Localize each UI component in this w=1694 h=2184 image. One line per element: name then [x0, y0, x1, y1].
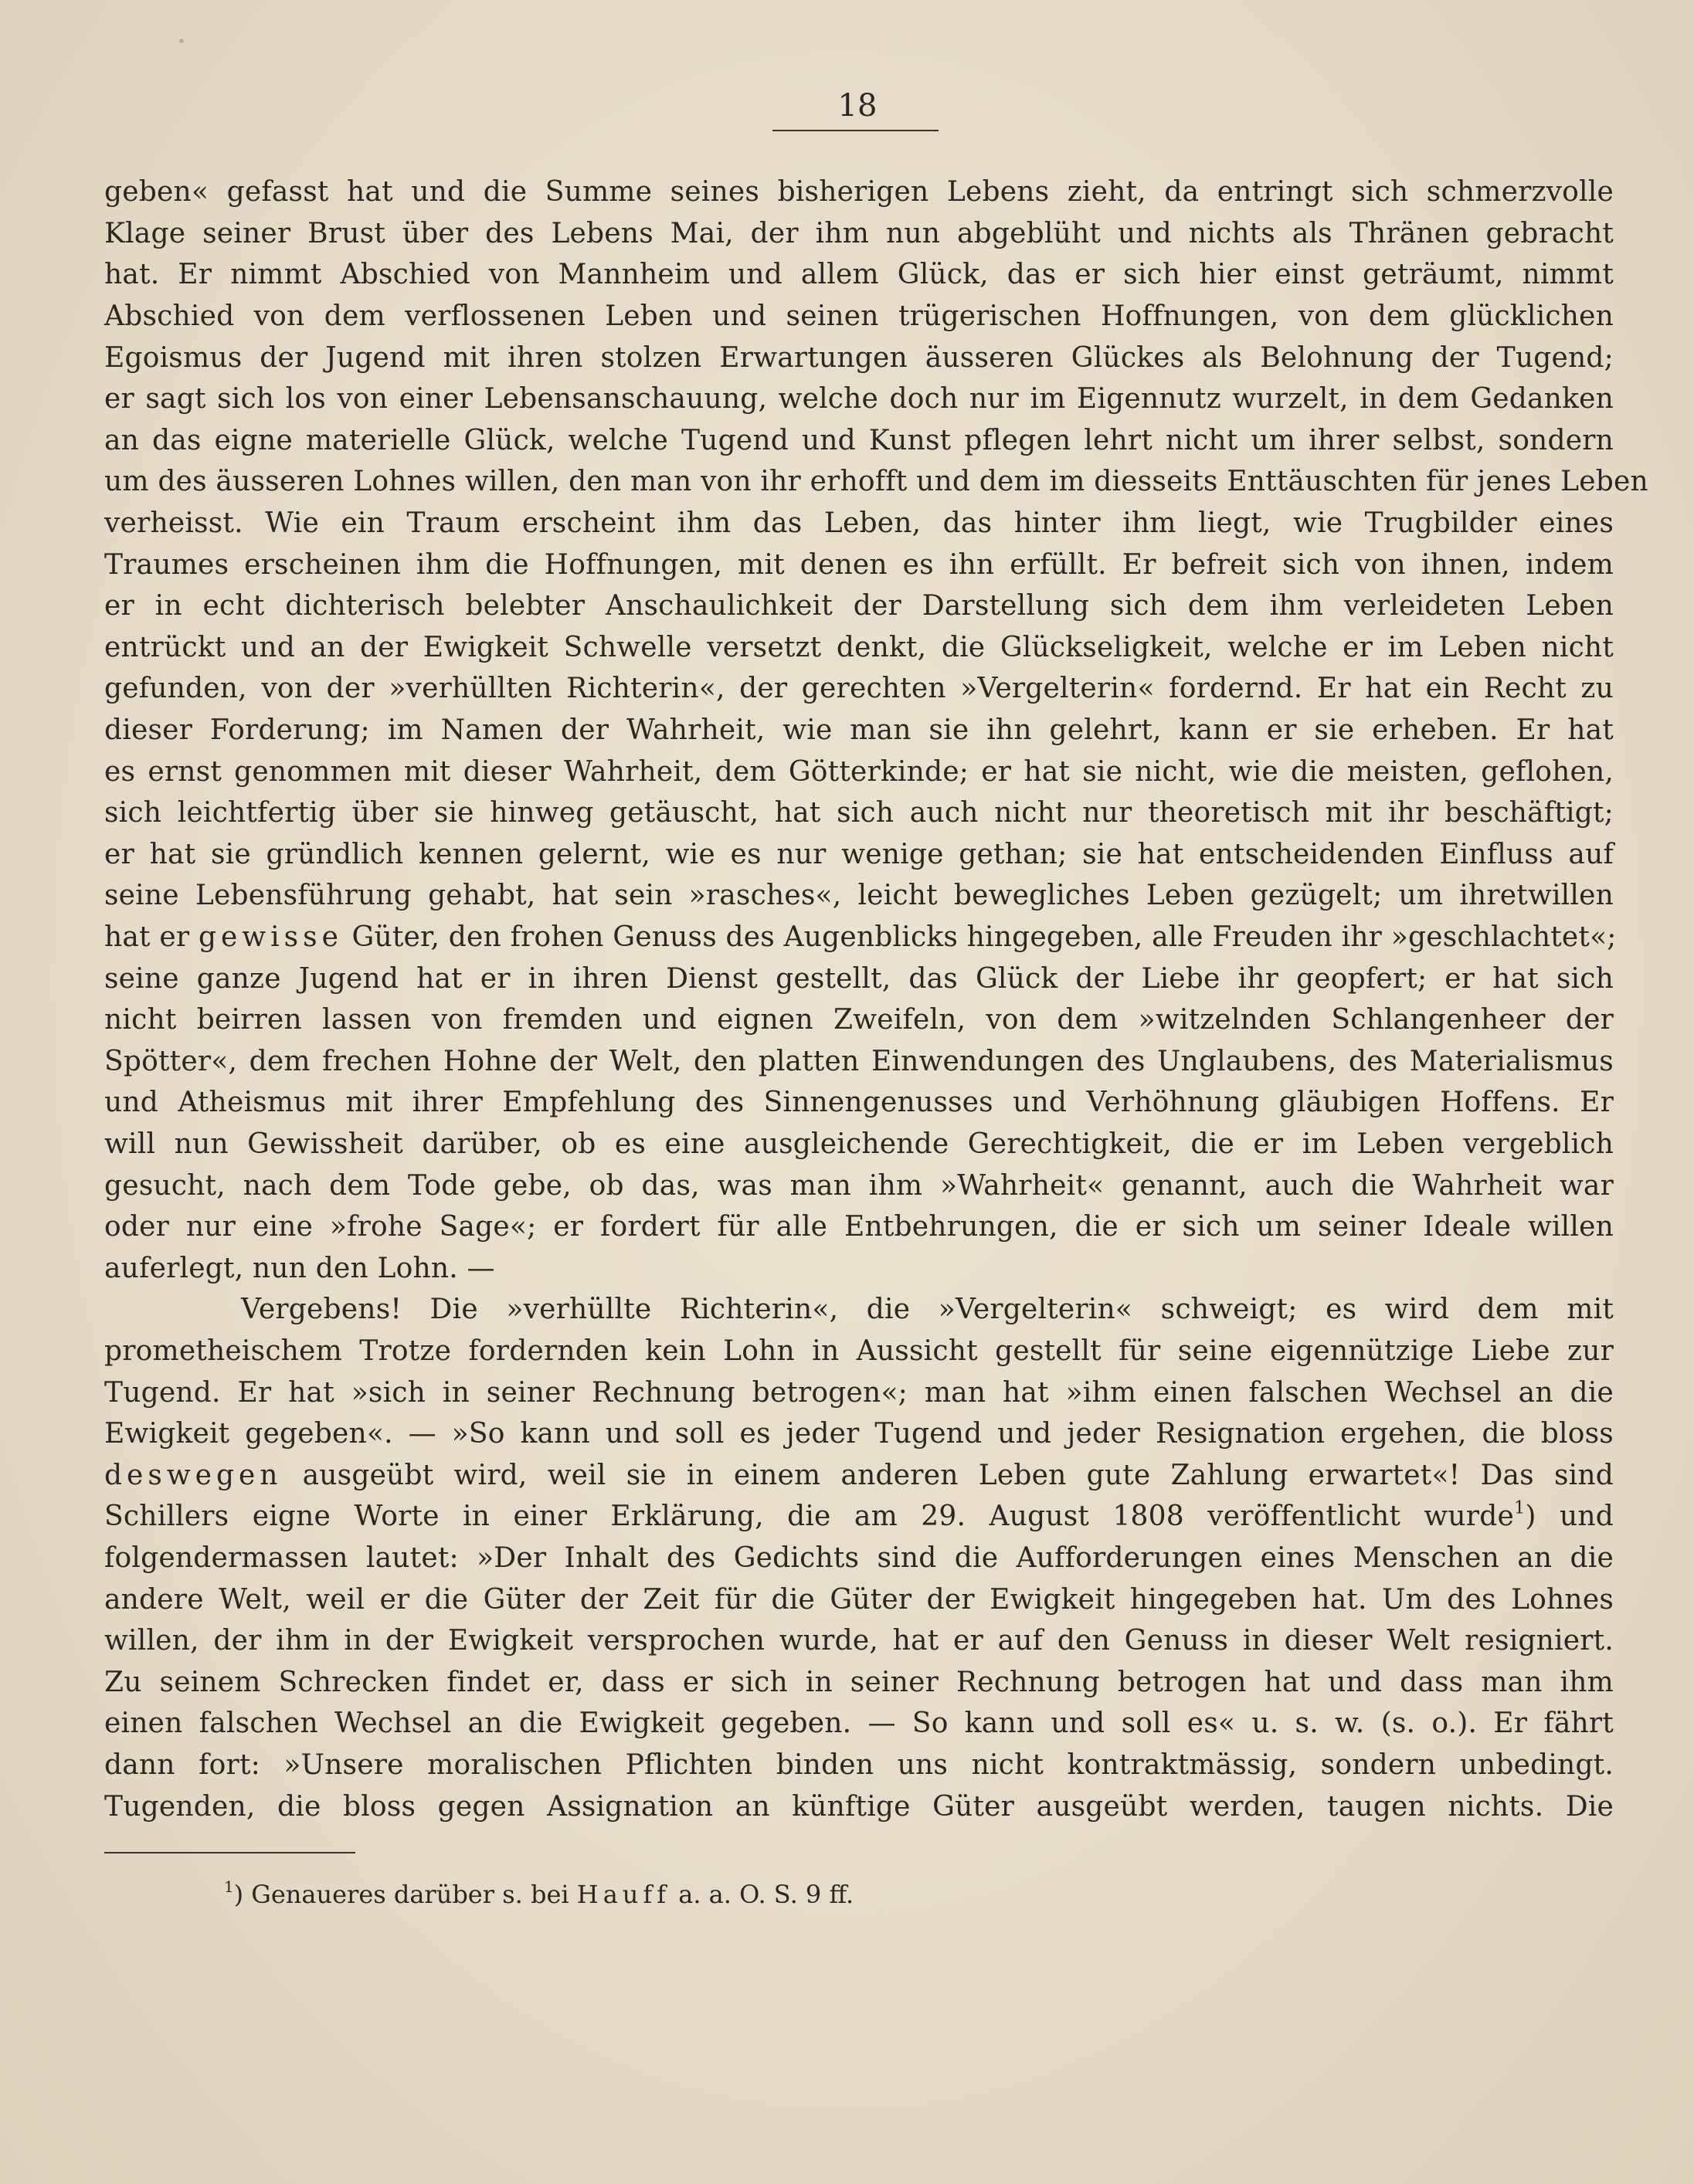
page-number: 18: [837, 88, 878, 124]
footnote-text: a. a. O. S. 9 ff.: [678, 1880, 854, 1909]
text-line: und Atheismus mit ihrer Empfehlung des Sinnengenusses und Verhöhnung gläubigen Hoffens. Er: [104, 1087, 1614, 1118]
text-line: hat. Er nimmt Abschied von Mannheim und allem Glück, das er sich hier einst geträumt, nimmt: [104, 259, 1614, 290]
footnote-author: Hauff: [576, 1880, 671, 1909]
text-line: Egoismus der Jugend mit ihren stolzen Erwartungen äusseren Glückes als Belohnung der Tugend;: [104, 342, 1614, 374]
text-line: verheisst. Wie ein Traum erscheint ihm das Leben, das hinter ihm liegt, wie Trugbilder eines: [104, 507, 1614, 539]
text-line: um des äusseren Lohnes willen, den man von ihr erhofft und dem im diesseits Enttäuschten für jenes Leben: [104, 466, 1648, 497]
text-span: hat er: [104, 921, 190, 953]
text-line: Spötter«, dem frechen Hohne der Welt, den platten Einwendungen des Unglaubens, des Materialismus: [104, 1046, 1614, 1077]
text-line: auferlegt, nun den Lohn. —: [104, 1253, 495, 1284]
text-line: er in echt dichterisch belebter Anschaulichkeit der Darstellung sich dem ihm verleideten Leben: [104, 590, 1614, 622]
text-line: nicht beirren lassen von fremden und eignen Zweifeln, von dem »witzelnden Schlangenheer der: [104, 1004, 1614, 1036]
footnote-text: Genaueres darüber s. bei: [251, 1880, 569, 1909]
text-line: will nun Gewissheit darüber, ob es eine ausgleichende Gerechtigkeit, die er im Leben vergeblich: [104, 1128, 1614, 1160]
text-line: er sagt sich los von einer Lebensanschauung, welche doch nur im Eigennutz wurzelt, in dem Gedanken: [104, 383, 1614, 415]
footnote-reference[interactable]: 1: [1513, 1497, 1526, 1518]
text-line: oder nur eine »frohe Sage«; er fordert für alle Entbehrungen, die er sich um seiner Ideale willen: [104, 1211, 1614, 1243]
footnote: [224, 1875, 854, 1914]
text-line: Vergebens! Die »verhüllte Richterin«, die »Vergelterin« schweigt; es wird dem mit: [241, 1294, 1614, 1325]
text-line: prometheischem Trotze fordernden kein Lohn in Aussicht gestellt für seine eigennützige Liebe zur: [104, 1335, 1614, 1367]
text-span: ausgeübt wird, weil sie in einem anderen Leben gute Zahlung erwartet«! Das sind: [302, 1460, 1614, 1491]
text-line: sich leichtfertig über sie hinweg getäuscht, hat sich auch nicht nur theoretisch mit ihr beschäftigt;: [104, 797, 1614, 829]
text-line: dann fort: »Unsere moralischen Pflichten binden uns nicht kontraktmässig, sondern unbedingt.: [104, 1749, 1614, 1781]
footnote-paren: ): [233, 1880, 244, 1909]
text-line: entrückt und an der Ewigkeit Schwelle versetzt denkt, die Glückseligkeit, welche er im Leben nicht: [104, 632, 1614, 663]
text-line: Tugenden, die bloss gegen Assignation an künftige Güter ausgeübt werden, taugen nichts. Die: [104, 1791, 1614, 1823]
emphasized-word: gewisse: [198, 921, 343, 953]
text-line: [104, 1455, 1614, 1497]
text-line: an das eigne materielle Glück, welche Tugend und Kunst pflegen lehrt nicht um ihrer selbst, sondern: [104, 425, 1614, 456]
text-line: Zu seinem Schrecken findet er, dass er sich in seiner Rechnung betrogen hat und dass man ihm: [104, 1667, 1614, 1698]
page-number-rule: [772, 130, 939, 131]
text-line: gesucht, nach dem Tode gebe, ob das, was man ihm »Wahrheit« genannt, auch die Wahrheit war: [104, 1170, 1614, 1202]
text-line: einen falschen Wechsel an die Ewigkeit gegeben. — So kann und soll es« u. s. w. (s. o.). Er fährt: [104, 1708, 1614, 1739]
text-line: er hat sie gründlich kennen gelernt, wie es nur wenige gethan; sie hat entscheidenden Einfluss auf: [104, 839, 1614, 870]
text-line: es ernst genommen mit dieser Wahrheit, dem Götterkinde; er hat sie nicht, wie die meisten, geflohen,: [104, 756, 1614, 788]
text-span: ) und: [1525, 1501, 1614, 1532]
text-line: folgendermassen lautet: »Der Inhalt des Gedichts sind die Aufforderungen eines Menschen an die: [104, 1542, 1614, 1574]
text-line: Traumes erscheinen ihm die Hoffnungen, mit denen es ihn erfüllt. Er befreit sich von ihnen, indem: [104, 549, 1614, 581]
footnote-marker: 1: [224, 1878, 234, 1897]
paper-speck: [179, 39, 184, 43]
text-line: dieser Forderung; im Namen der Wahrheit, wie man sie ihn gelehrt, kann er sie erheben. Er hat: [104, 714, 1614, 746]
text-line: [104, 1496, 1614, 1538]
text-span: Güter, den frohen Genuss des Augenblicks hingegeben, alle Freuden ihr »geschlachtet«;: [351, 921, 1617, 953]
text-line: geben« gefasst hat und die Summe seines bisherigen Lebens zieht, da entringt sich schmerzvolle: [104, 176, 1614, 208]
text-line: Klage seiner Brust über des Lebens Mai, der ihm nun abgeblüht und nichts als Thränen gebracht: [104, 218, 1614, 249]
text-line: andere Welt, weil er die Güter der Zeit für die Güter der Ewigkeit hingegeben hat. Um des Lohnes: [104, 1584, 1614, 1616]
text-line: willen, der ihm in der Ewigkeit versprochen wurde, hat er auf den Genuss in dieser Welt resigniert.: [104, 1625, 1614, 1657]
text-line: seine Lebensführung gehabt, hat sein »rasches«, leicht bewegliches Leben gezügelt; um ihretwillen: [104, 880, 1614, 911]
footnote-rule: [104, 1852, 355, 1853]
text-line: [104, 917, 1617, 958]
text-line: gefunden, von der »verhüllten Richterin«, der gerechten »Vergelterin« fordernd. Er hat ein Recht zu: [104, 673, 1614, 704]
text-line: Abschied von dem verflossenen Leben und seinen trügerischen Hoffnungen, von dem glücklichen: [104, 300, 1614, 332]
text-span: Schillers eigne Worte in einer Erklärung, die am 29. August 1808 veröffentlicht wurde: [104, 1501, 1514, 1532]
text-line: seine ganze Jugend hat er in ihren Dienst gestellt, das Glück der Liebe ihr geopfert; er hat sich: [104, 963, 1614, 995]
text-line: Tugend. Er hat »sich in seiner Rechnung betrogen«; man hat »ihm einen falschen Wechsel an die: [104, 1377, 1614, 1409]
emphasized-word: deswegen: [104, 1460, 283, 1491]
text-line: Ewigkeit gegeben«. — »So kann und soll es jeder Tugend und jeder Resignation ergehen, die bloss: [104, 1418, 1614, 1450]
